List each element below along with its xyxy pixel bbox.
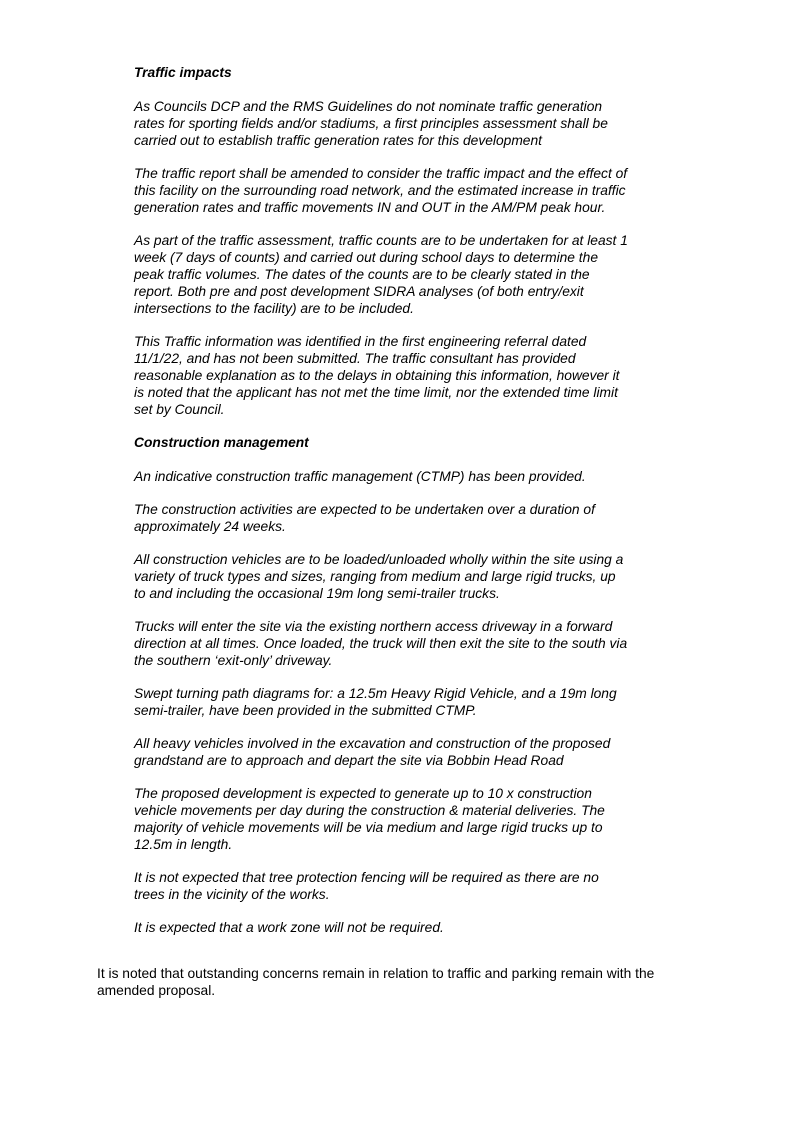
construction-paragraph: Swept turning path diagrams for: a 12.5m Heavy Rigid Vehicle, and a 19m long semi-trailer, have been provided in the submitted CTMP.: [134, 686, 617, 718]
construction-paragraph: All heavy vehicles involved in the excavation and construction of the proposed grandstand are to approach and depart the site via Bobbin Head Road: [134, 736, 611, 768]
traffic-paragraph: This Traffic information was identified in the first engineering referral dated 11/1/22, and has not been submitted. The traffic consultant has provided reasonable explanation as to the delays in obtaining this information, however it is noted that the applicant has not met the time limit, nor the extended time limit set by Council.: [134, 334, 620, 417]
construction-paragraph: An indicative construction traffic management (CTMP) has been provided.: [134, 469, 586, 484]
conclusion-paragraph: It is noted that outstanding concerns remain in relation to traffic and parking remain with the amended proposal.: [97, 966, 655, 998]
traffic-impacts-heading: Traffic impacts: [134, 65, 232, 80]
construction-paragraph: Trucks will enter the site via the existing northern access driveway in a forward direction at all times. Once loaded, the truck will then exit the site to the south via the southern ‘exit-only’ driveway.: [134, 619, 628, 668]
referral-comments: [134, 64, 674, 936]
construction-paragraph: All construction vehicles are to be loaded/unloaded wholly within the site using a variety of truck types and sizes, ranging from medium and large rigid trucks, up to and including the occasional 19m long semi-trailer trucks.: [134, 552, 624, 601]
traffic-paragraph: As part of the traffic assessment, traffic counts are to be undertaken for at least 1 week (7 days of counts) and carried out during school days to determine the peak traffic volumes. The dates of the counts are to be clearly stated in the report. Both pre and post development SIDRA analyses (of both entry/exit intersections to the facility) are to be included.: [134, 233, 628, 316]
traffic-paragraph: As Councils DCP and the RMS Guidelines do not nominate traffic generation rates for sporting fields and/or stadiums, a first principles assessment shall be carried out to establish traffic generation rates for this development: [134, 99, 608, 148]
construction-management-heading: Construction management: [134, 435, 309, 450]
construction-paragraph: It is expected that a work zone will not be required.: [134, 920, 444, 935]
construction-paragraph: The proposed development is expected to generate up to 10 x construction vehicle movements per day during the construction & material deliveries. The majority of vehicle movements will be via medium and large rigid trucks up to 12.5m in length.: [134, 786, 605, 852]
traffic-paragraph: The traffic report shall be amended to consider the traffic impact and the effect of this facility on the surrounding road network, and the estimated increase in traffic generation rates and traffic movements IN and OUT in the AM/PM peak hour.: [134, 166, 628, 215]
construction-paragraph: It is not expected that tree protection fencing will be required as there are no trees in the vicinity of the works.: [134, 870, 599, 902]
construction-paragraph: The construction activities are expected to be undertaken over a duration of approximately 24 weeks.: [134, 502, 595, 534]
